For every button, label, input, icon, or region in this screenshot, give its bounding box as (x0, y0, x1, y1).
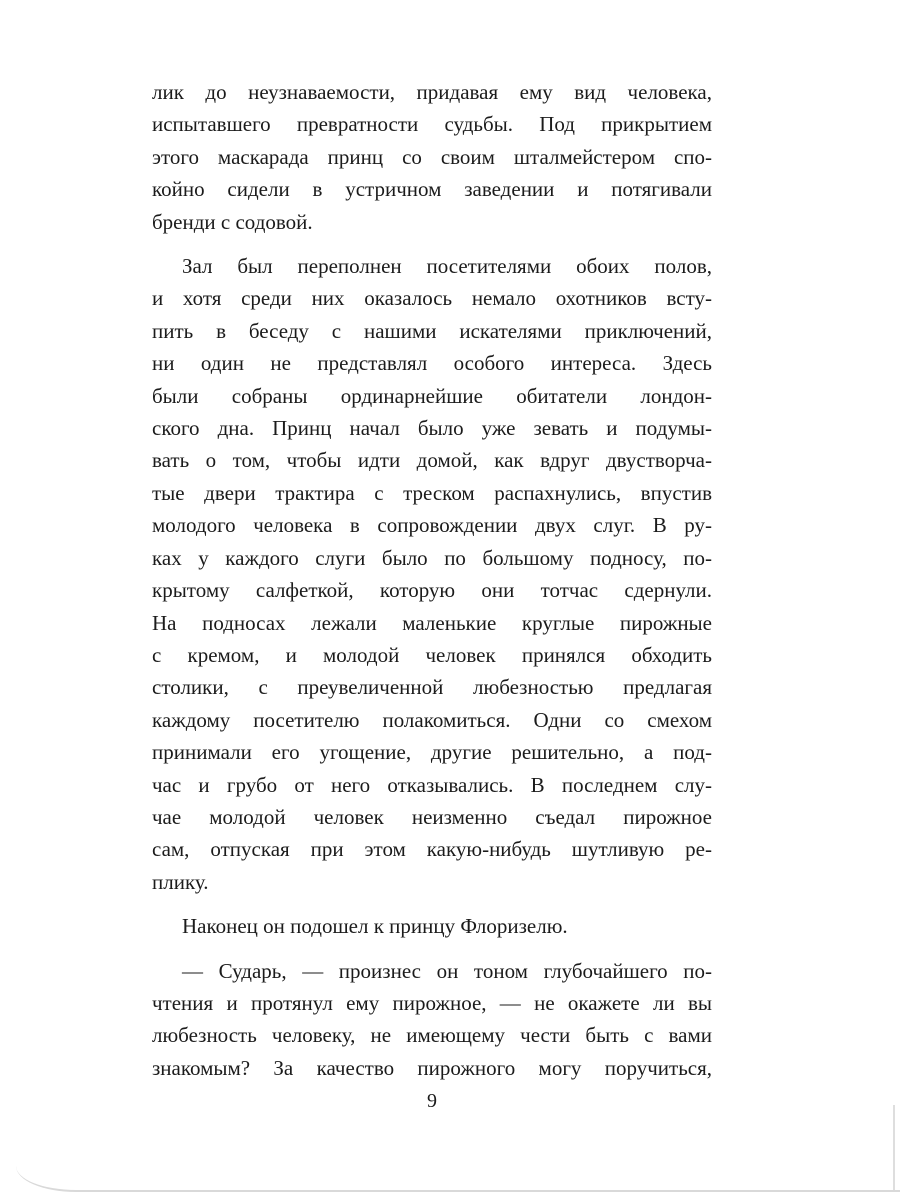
text-line: были собраны ординарнейшие обитатели лондон- (152, 383, 712, 408)
text-line: принимали его угощение, другие решительно, а под- (152, 740, 712, 765)
text-line: тые двери трактира с треском распахнулись, впустив (152, 480, 712, 505)
text-line: вать о том, чтобы идти домой, как вдруг двустворча- (152, 448, 712, 473)
text-line: чае молодой человек неизменно съедал пирожное (152, 804, 712, 829)
page-edge-right (893, 1105, 895, 1190)
text-line: плику. (152, 869, 209, 894)
text-line: с кремом, и молодой человек принялся обходить (152, 642, 712, 667)
paragraph (152, 76, 712, 238)
text-line: этого маскарада принц со своим шталмейстером спо- (152, 144, 712, 169)
text-line: койно сидели в устричном заведении и потягивали (152, 177, 712, 202)
text-line: чтения и протянул ему пирожное, — не окажете ли вы (152, 990, 712, 1015)
text-line: столики, с преувеличенной любезностью предлагая (152, 675, 712, 700)
text-line: На подносах лежали маленькие круглые пирожные (152, 610, 712, 635)
text-line: крытому салфеткой, которую они тотчас сдернули. (152, 578, 712, 603)
text-line: знакомым? За качество пирожного могу поручиться, (152, 1055, 712, 1080)
page-edge-bottom (16, 1154, 900, 1192)
text-line: Зал был переполнен посетителями обоих полов, (182, 254, 712, 279)
text-line: — Сударь, — произнес он тоном глубочайшего по- (182, 958, 712, 983)
text-line: молодого человека в сопровождении двух слуг. В ру- (152, 513, 712, 538)
paragraph (152, 955, 712, 1085)
text-line: бренди с содовой. (152, 209, 313, 234)
text-line: любезность человеку, не имеющему чести быть с вами (152, 1023, 712, 1048)
text-line: сам, отпуская при этом какую-нибудь шутливую ре- (152, 837, 712, 862)
text-line: ках у каждого слуги было по большому подносу, по- (152, 545, 712, 570)
text-line: Наконец он подошел к принцу Флоризелю. (182, 914, 568, 939)
text-line: ского дна. Принц начал было уже зевать и подумы- (152, 416, 712, 441)
paragraph (152, 910, 712, 942)
text-line: каждому посетителю полакомиться. Одни со смехом (152, 707, 712, 732)
text-line: пить в беседу с нашими искателями приключений, (152, 318, 712, 343)
page-number: 9 (427, 1090, 437, 1112)
paragraph (152, 250, 712, 898)
text-line: и хотя среди них оказалось немало охотников всту- (152, 286, 712, 311)
text-line: час и грубо от него отказывались. В последнем слу- (152, 772, 712, 797)
text-line: ни один не представлял особого интереса. Здесь (152, 351, 712, 376)
text-line: лик до неузнаваемости, придавая ему вид человека, (152, 80, 712, 104)
text-block (152, 76, 712, 1084)
text-line: испытавшего превратности судьбы. Под прикрытием (152, 112, 712, 137)
